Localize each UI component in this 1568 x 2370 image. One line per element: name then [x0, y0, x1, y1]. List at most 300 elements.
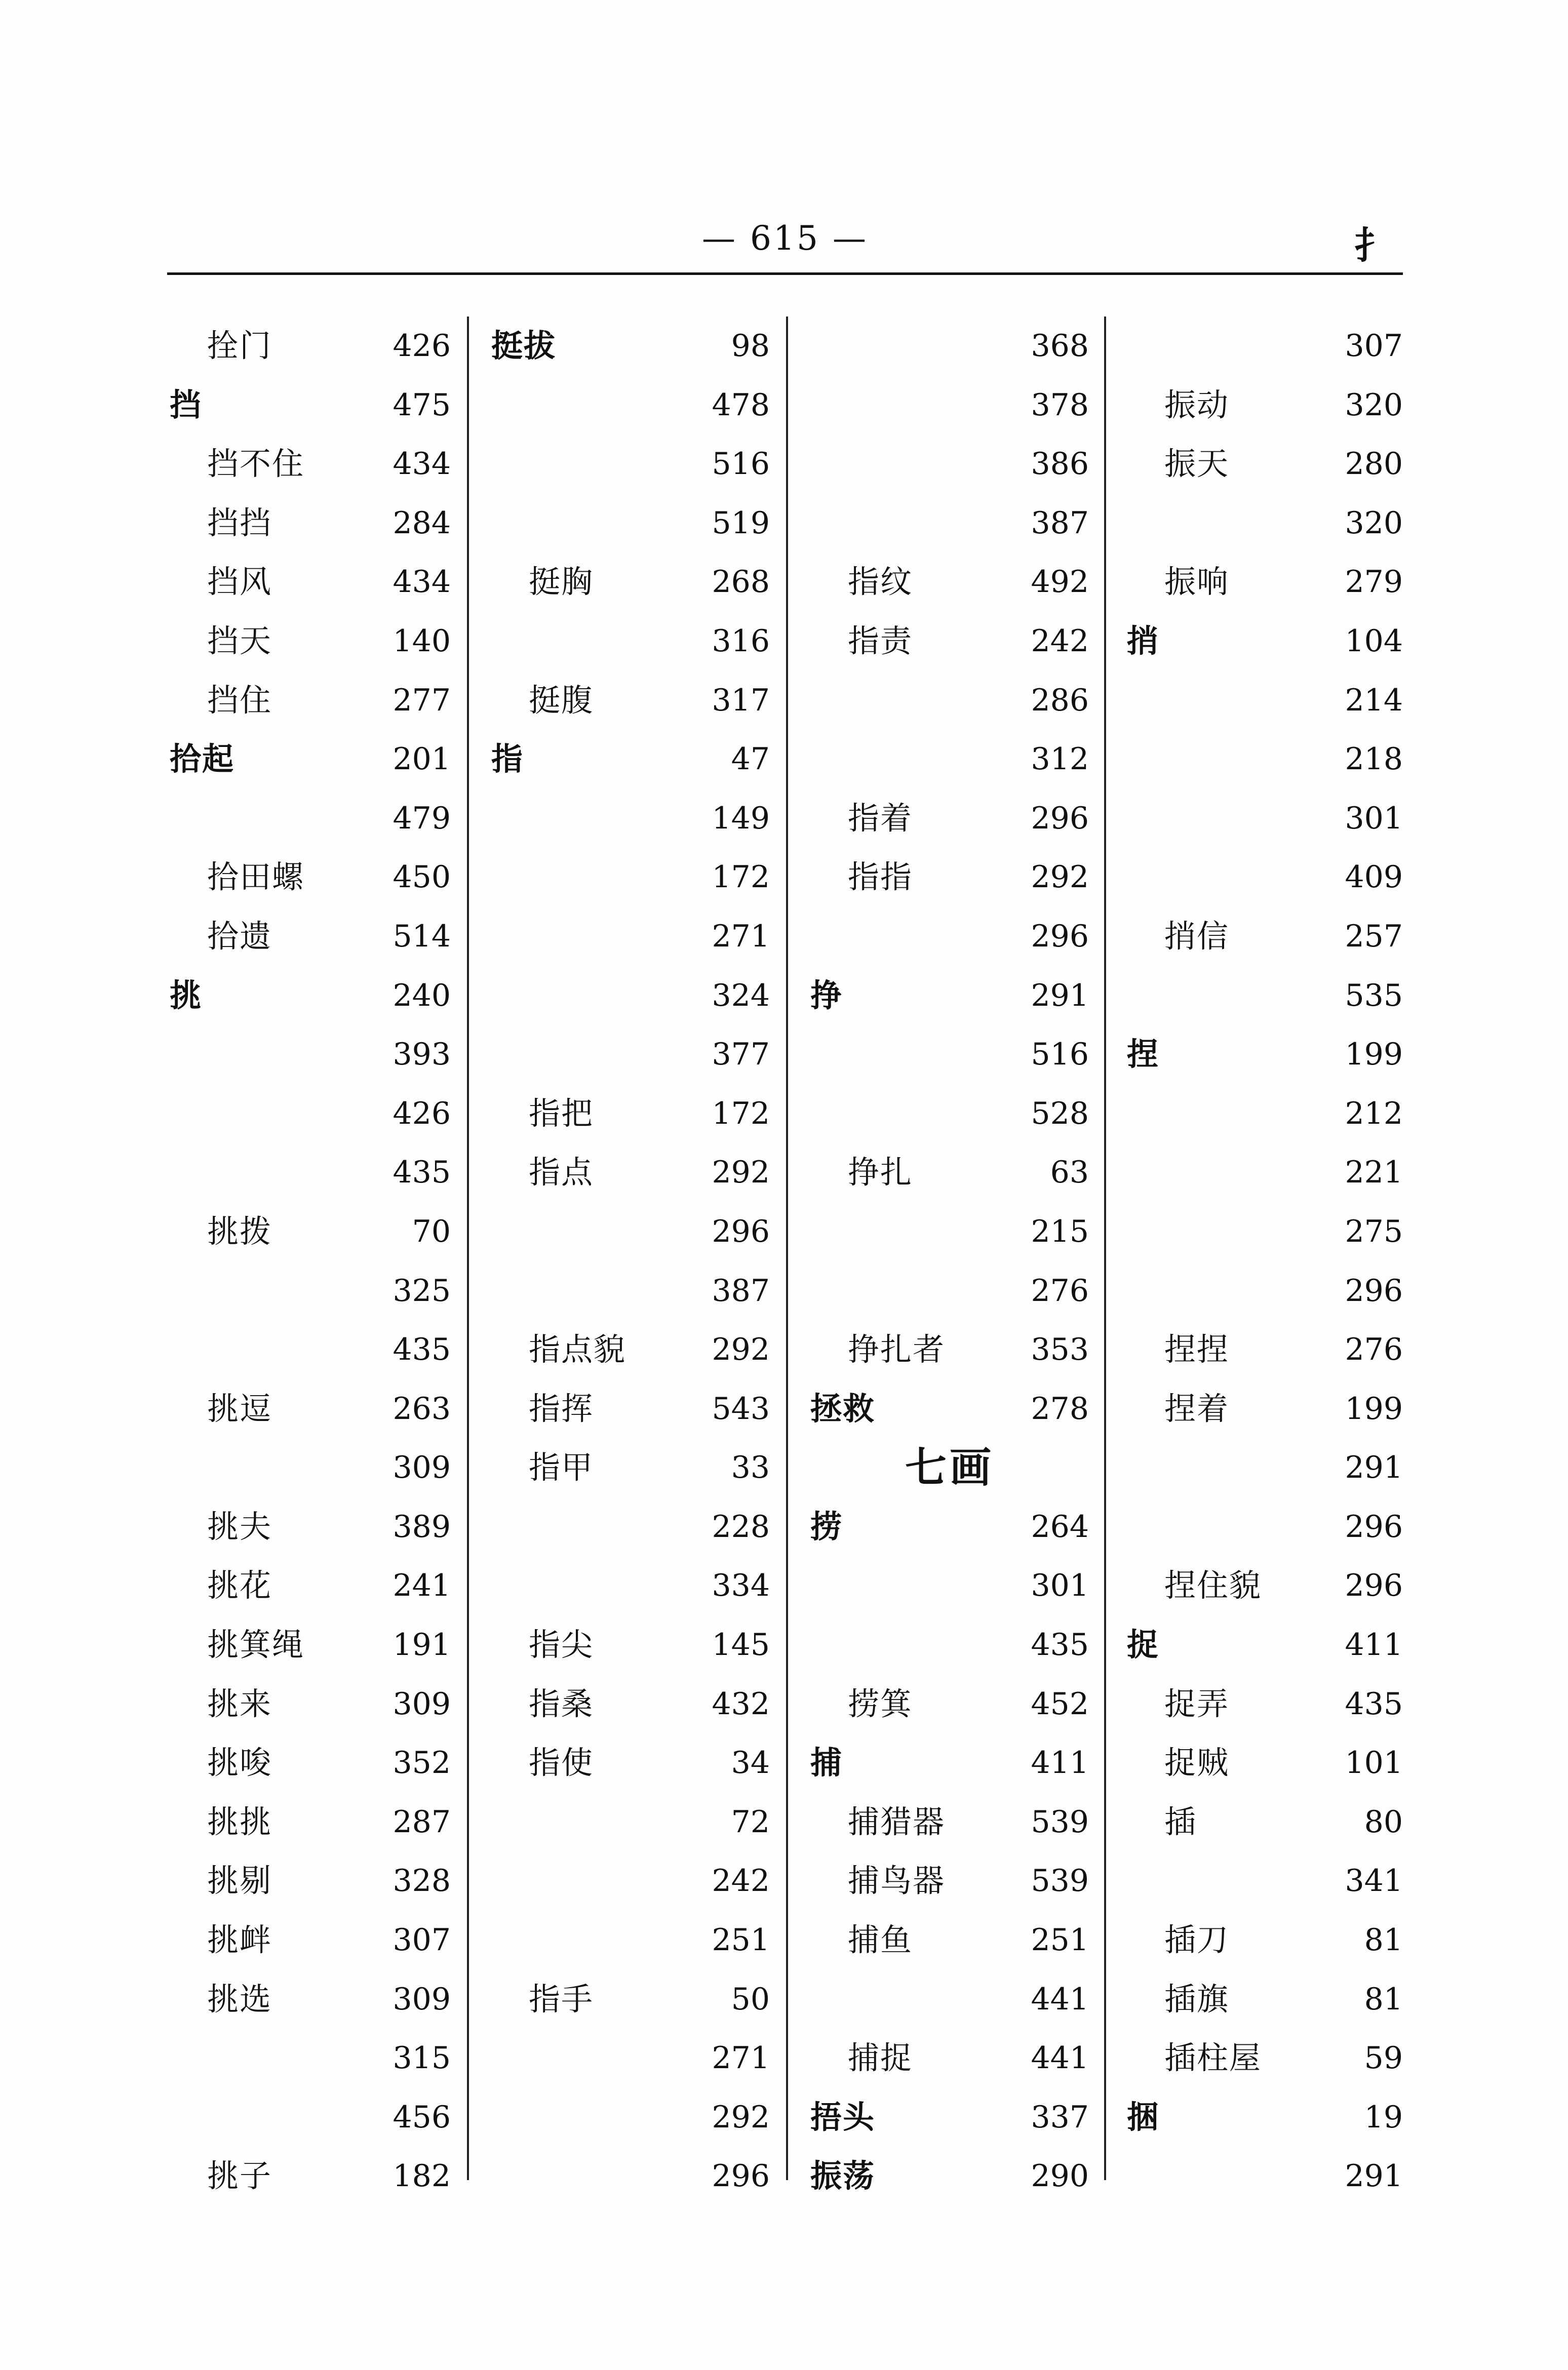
index-entry	[810, 1320, 1089, 1379]
page-reference: 320	[1345, 505, 1403, 541]
index-entry	[491, 1379, 770, 1439]
page-reference: 278	[1031, 1391, 1089, 1427]
column-divider	[786, 317, 788, 2180]
page-reference: 479	[393, 800, 451, 836]
page-reference: 268	[712, 564, 770, 600]
index-entry	[1127, 1084, 1403, 1143]
index-entry	[1127, 1320, 1403, 1379]
subentry-word: 挑剔	[207, 1862, 272, 1900]
page-reference: 301	[1345, 800, 1403, 836]
index-entry	[810, 1615, 1089, 1675]
index-entry	[1127, 2029, 1403, 2088]
index-entry	[1127, 907, 1403, 966]
subentry-word: 挑拨	[207, 1212, 272, 1250]
index-entry	[491, 2088, 770, 2147]
headword: 捞	[810, 1508, 843, 1545]
subentry-word: 指责	[848, 622, 913, 659]
page-reference: 368	[1031, 328, 1089, 364]
index-entry	[491, 317, 770, 376]
page-reference: 101	[1345, 1745, 1403, 1781]
index-entry	[810, 1025, 1089, 1084]
index-entry	[170, 848, 451, 907]
page-reference: 411	[1345, 1627, 1403, 1663]
index-entry	[810, 966, 1089, 1025]
page-reference: 276	[1031, 1273, 1089, 1309]
page-reference: 452	[1031, 1686, 1089, 1722]
page-reference: 296	[712, 1213, 770, 1249]
index-entry	[810, 1556, 1089, 1615]
index-entry	[170, 1320, 451, 1379]
page-reference: 292	[712, 1155, 770, 1191]
index-entry	[170, 671, 451, 730]
section-heading-row	[810, 1438, 1089, 1497]
index-entry	[491, 494, 770, 553]
headword: 振荡	[810, 2157, 876, 2195]
subentry-word: 挡挡	[207, 504, 272, 541]
page-reference: 337	[1031, 2099, 1089, 2135]
page-reference: 475	[393, 387, 451, 423]
subentry-word: 指指	[848, 858, 913, 896]
index-entry	[491, 2147, 770, 2206]
page-reference: 296	[1345, 1509, 1403, 1545]
page-reference: 389	[393, 1509, 451, 1545]
page-reference: 535	[1345, 977, 1403, 1013]
index-entry	[491, 789, 770, 848]
index-entry	[810, 1733, 1089, 1793]
index-entry	[491, 1497, 770, 1557]
page-reference: 393	[393, 1037, 451, 1073]
page-reference: 309	[393, 1686, 451, 1722]
column-divider	[467, 317, 469, 2180]
page-reference: 539	[1031, 1863, 1089, 1899]
index-entry	[810, 1970, 1089, 2029]
index-entry	[491, 1851, 770, 1911]
page-reference: 70	[412, 1213, 451, 1249]
index-entry	[1127, 2147, 1403, 2206]
page-reference: 296	[1031, 918, 1089, 954]
page-reference: 478	[712, 387, 770, 423]
subentry-word: 挑挑	[207, 1803, 272, 1840]
index-entry	[810, 1143, 1089, 1202]
page-reference: 387	[1031, 505, 1089, 541]
index-entry	[810, 2088, 1089, 2147]
page-reference: 277	[393, 682, 451, 718]
page-reference: 276	[1345, 1332, 1403, 1368]
page-reference: 214	[1345, 682, 1403, 718]
index-entry	[810, 494, 1089, 553]
page-reference: 19	[1364, 2099, 1403, 2135]
page-reference: 325	[393, 1273, 451, 1309]
index-entry	[810, 1911, 1089, 1970]
page-reference: 172	[712, 859, 770, 895]
page-reference: 296	[1031, 800, 1089, 836]
index-entry	[491, 1556, 770, 1615]
page-reference: 539	[1031, 1804, 1089, 1840]
headword: 挣	[810, 976, 843, 1014]
subentry-word: 挺胸	[529, 563, 594, 601]
page-reference: 324	[712, 977, 770, 1013]
page-reference: 291	[1345, 2158, 1403, 2194]
index-entry	[170, 494, 451, 553]
index-entry	[1127, 789, 1403, 848]
page-reference: 50	[731, 1981, 770, 2017]
subentry-word: 挡不住	[207, 445, 305, 483]
headword: 捎	[1127, 622, 1160, 659]
page-reference: 328	[393, 1863, 451, 1899]
page-reference: 284	[393, 505, 451, 541]
page-number: — 615 —	[702, 219, 868, 258]
index-entry	[170, 552, 451, 612]
page-reference: 218	[1345, 741, 1403, 777]
index-entry	[170, 907, 451, 966]
page-reference: 251	[712, 1922, 770, 1958]
page-reference: 456	[393, 2099, 451, 2135]
subentry-word: 捉贼	[1164, 1744, 1230, 1782]
section-heading: 七画	[905, 1443, 994, 1492]
index-entry	[1127, 1675, 1403, 1734]
page-reference: 80	[1364, 1804, 1403, 1840]
page-reference: 432	[712, 1686, 770, 1722]
page-reference: 516	[712, 446, 770, 482]
index-entry	[1127, 376, 1403, 435]
index-entry	[1127, 1261, 1403, 1321]
column-divider	[1104, 317, 1106, 2180]
subentry-word: 插	[1164, 1803, 1197, 1840]
subentry-word: 捉弄	[1164, 1685, 1230, 1722]
index-entry	[491, 671, 770, 730]
index-column-3	[810, 317, 1089, 2231]
page-reference: 145	[712, 1627, 770, 1663]
subentry-word: 挑唆	[207, 1744, 272, 1782]
page-reference: 519	[712, 505, 770, 541]
index-entry	[1127, 1202, 1403, 1261]
index-entry	[170, 376, 451, 435]
page-reference: 435	[393, 1332, 451, 1368]
page-reference: 377	[712, 1037, 770, 1073]
index-entry	[1127, 1911, 1403, 1970]
page-reference: 492	[1031, 564, 1089, 600]
subentry-word: 指挥	[529, 1390, 594, 1427]
index-column-4	[1127, 317, 1403, 2231]
index-entry	[170, 789, 451, 848]
index-entry	[170, 1438, 451, 1497]
page-reference: 320	[1345, 387, 1403, 423]
index-entry	[810, 1084, 1089, 1143]
headword: 捉	[1127, 1626, 1160, 1664]
index-entry	[810, 2029, 1089, 2088]
index-entry	[170, 1025, 451, 1084]
index-entry	[491, 1438, 770, 1497]
subentry-word: 挣扎者	[848, 1331, 946, 1368]
index-entry	[170, 1556, 451, 1615]
index-entry	[170, 730, 451, 789]
index-entry	[491, 1793, 770, 1852]
subentry-word: 挑衅	[207, 1921, 272, 1959]
index-entry	[1127, 1615, 1403, 1675]
index-entry	[1127, 1025, 1403, 1084]
index-entry	[810, 1202, 1089, 1261]
page-reference: 292	[712, 1332, 770, 1368]
subentry-word: 振动	[1164, 386, 1230, 423]
index-entry	[1127, 1556, 1403, 1615]
page-reference: 271	[712, 918, 770, 954]
page-reference: 221	[1345, 1155, 1403, 1191]
page-reference: 411	[1031, 1745, 1089, 1781]
index-entry	[1127, 1970, 1403, 2029]
subentry-word: 捏捏	[1164, 1331, 1230, 1368]
page-reference: 307	[1345, 328, 1403, 364]
index-entry	[170, 1379, 451, 1439]
index-entry	[491, 552, 770, 612]
page-reference: 257	[1345, 918, 1403, 954]
page-reference: 296	[1345, 1273, 1403, 1309]
index-entry	[170, 2088, 451, 2147]
header-rule	[167, 272, 1403, 275]
page-reference: 242	[712, 1863, 770, 1899]
index-entry	[170, 1793, 451, 1852]
page-reference: 279	[1345, 564, 1403, 600]
page-reference: 434	[393, 446, 451, 482]
subentry-word: 指桑	[529, 1685, 594, 1722]
subentry-word: 挺腹	[529, 681, 594, 719]
subentry-word: 捕鱼	[848, 1921, 913, 1959]
index-entry	[810, 1851, 1089, 1911]
index-entry	[1127, 552, 1403, 612]
page-reference: 301	[1031, 1568, 1089, 1604]
subentry-word: 挑子	[207, 2157, 272, 2195]
subentry-word: 挡天	[207, 622, 272, 659]
page-reference: 409	[1345, 859, 1403, 895]
index-entry	[810, 848, 1089, 907]
index-entry	[1127, 671, 1403, 730]
page-reference: 149	[712, 800, 770, 836]
page-reference: 215	[1031, 1213, 1089, 1249]
index-entry	[491, 1202, 770, 1261]
index-entry	[1127, 1851, 1403, 1911]
index-entry	[170, 2147, 451, 2206]
page-reference: 63	[1050, 1155, 1089, 1191]
page-reference: 292	[712, 2099, 770, 2135]
index-entry	[810, 907, 1089, 966]
page-reference: 434	[393, 564, 451, 600]
subentry-word: 拴门	[207, 327, 272, 364]
index-entry	[170, 1970, 451, 2029]
index-entry	[1127, 2088, 1403, 2147]
page-reference: 240	[393, 977, 451, 1013]
index-entry	[1127, 1379, 1403, 1439]
headword: 拾起	[170, 740, 235, 778]
subentry-word: 拾田螺	[207, 858, 305, 896]
subentry-word: 指手	[529, 1980, 594, 2018]
subentry-word: 指着	[848, 799, 913, 837]
subentry-word: 振天	[1164, 445, 1230, 483]
page-reference: 191	[393, 1627, 451, 1663]
subentry-word: 指尖	[529, 1626, 594, 1664]
page-reference: 316	[712, 623, 770, 659]
index-entry	[170, 1911, 451, 1970]
index-entry	[810, 434, 1089, 494]
index-entry	[1127, 434, 1403, 494]
subentry-word: 捞箕	[848, 1685, 913, 1722]
subentry-word: 指点貌	[529, 1331, 626, 1368]
page-reference: 104	[1345, 623, 1403, 659]
page-reference: 334	[712, 1568, 770, 1604]
index-entry	[170, 434, 451, 494]
subentry-word: 捎信	[1164, 917, 1230, 955]
subentry-word: 指使	[529, 1744, 594, 1782]
subentry-word: 捏着	[1164, 1390, 1230, 1427]
index-entry	[810, 612, 1089, 671]
index-entry	[491, 1025, 770, 1084]
index-entry	[491, 612, 770, 671]
subentry-word: 振响	[1164, 563, 1230, 601]
page-reference: 59	[1364, 2040, 1403, 2076]
subentry-word: 插旗	[1164, 1980, 1230, 2018]
page-reference: 280	[1345, 446, 1403, 482]
page-reference: 199	[1345, 1391, 1403, 1427]
headword: 挺拔	[491, 327, 557, 364]
page-reference: 317	[712, 682, 770, 718]
page-reference: 33	[731, 1450, 770, 1486]
page-reference: 450	[393, 859, 451, 895]
index-entry	[1127, 848, 1403, 907]
subentry-word: 指点	[529, 1154, 594, 1191]
page-reference: 441	[1031, 1981, 1089, 2017]
index-entry	[1127, 1497, 1403, 1557]
index-entry	[491, 1084, 770, 1143]
index-column-2	[491, 317, 770, 2231]
index-entry	[170, 1615, 451, 1675]
page-reference: 287	[393, 1804, 451, 1840]
page-reference: 72	[731, 1804, 770, 1840]
subentry-word: 指甲	[529, 1449, 594, 1486]
page-reference: 241	[393, 1568, 451, 1604]
index-entry	[170, 1202, 451, 1261]
index-entry	[491, 1143, 770, 1202]
page-reference: 378	[1031, 387, 1089, 423]
subentry-word: 挑逗	[207, 1390, 272, 1427]
index-entry	[1127, 317, 1403, 376]
page-reference: 34	[731, 1745, 770, 1781]
page-reference: 291	[1031, 977, 1089, 1013]
index-entry	[170, 612, 451, 671]
index-entry	[491, 966, 770, 1025]
subentry-word: 捕猎器	[848, 1803, 946, 1840]
index-entry	[170, 2029, 451, 2088]
page-reference: 81	[1364, 1981, 1403, 2017]
page-reference: 528	[1031, 1095, 1089, 1131]
index-entry	[170, 1733, 451, 1793]
index-entry	[1127, 1438, 1403, 1497]
subentry-word: 插刀	[1164, 1921, 1230, 1959]
index-entry	[491, 376, 770, 435]
index-entry	[810, 730, 1089, 789]
page-reference: 228	[712, 1509, 770, 1545]
index-entry	[491, 1675, 770, 1734]
page-reference: 199	[1345, 1037, 1403, 1073]
page-reference: 312	[1031, 741, 1089, 777]
index-entry	[491, 907, 770, 966]
page-reference: 242	[1031, 623, 1089, 659]
index-entry	[491, 848, 770, 907]
page-reference: 251	[1031, 1922, 1089, 1958]
index-entry	[1127, 494, 1403, 553]
subentry-word: 捏住貌	[1164, 1567, 1262, 1604]
page-reference: 441	[1031, 2040, 1089, 2076]
page-reference: 47	[731, 741, 770, 777]
index-entry	[491, 1615, 770, 1675]
index-entry	[491, 1970, 770, 2029]
index-entry	[1127, 1733, 1403, 1793]
page-reference: 341	[1345, 1863, 1403, 1899]
index-entry	[170, 1084, 451, 1143]
index-entry	[491, 730, 770, 789]
page-reference: 435	[1345, 1686, 1403, 1722]
index-entry	[491, 1733, 770, 1793]
index-entry	[810, 1379, 1089, 1439]
index-entry	[491, 1911, 770, 1970]
index-entry	[170, 966, 451, 1025]
headword: 挡	[170, 386, 203, 423]
page-reference: 201	[393, 741, 451, 777]
page-reference: 212	[1345, 1095, 1403, 1131]
index-entry	[810, 552, 1089, 612]
subentry-word: 插柱屋	[1164, 2039, 1262, 2077]
index-entry	[491, 1261, 770, 1321]
page-reference: 543	[712, 1391, 770, 1427]
page-reference: 516	[1031, 1037, 1089, 1073]
subentry-word: 捕鸟器	[848, 1862, 946, 1900]
page-reference: 514	[393, 918, 451, 954]
subentry-word: 挑来	[207, 1685, 272, 1722]
page-reference: 387	[712, 1273, 770, 1309]
subentry-word: 挑箕绳	[207, 1626, 305, 1664]
page-reference: 182	[393, 2158, 451, 2194]
headword: 捕	[810, 1744, 843, 1782]
page-reference: 309	[393, 1981, 451, 2017]
page-header	[167, 213, 1403, 273]
subentry-word: 指把	[529, 1094, 594, 1132]
index-entry	[1127, 612, 1403, 671]
page-reference: 296	[1345, 1568, 1403, 1604]
page-reference: 291	[1345, 1450, 1403, 1486]
page-reference: 435	[1031, 1627, 1089, 1663]
index-entry	[1127, 730, 1403, 789]
index-entry	[491, 2029, 770, 2088]
page-reference: 426	[393, 328, 451, 364]
index-entry	[170, 1497, 451, 1557]
page-reference: 263	[393, 1391, 451, 1427]
page-reference: 315	[393, 2040, 451, 2076]
index-entry	[1127, 1143, 1403, 1202]
subentry-word: 挣扎	[848, 1154, 913, 1191]
index-column-1	[170, 317, 451, 2231]
page-reference: 307	[393, 1922, 451, 1958]
page-reference: 296	[712, 2158, 770, 2194]
page-reference: 271	[712, 2040, 770, 2076]
headword: 指	[491, 740, 524, 778]
index-entry	[810, 1261, 1089, 1321]
page-reference: 292	[1031, 859, 1089, 895]
index-entry	[170, 1143, 451, 1202]
index-entry	[810, 317, 1089, 376]
headword: 捏	[1127, 1036, 1160, 1073]
subentry-word: 挑夫	[207, 1508, 272, 1545]
index-entry	[170, 1675, 451, 1734]
headword: 捂头	[810, 2098, 876, 2136]
page-reference: 140	[393, 623, 451, 659]
index-entry	[810, 376, 1089, 435]
